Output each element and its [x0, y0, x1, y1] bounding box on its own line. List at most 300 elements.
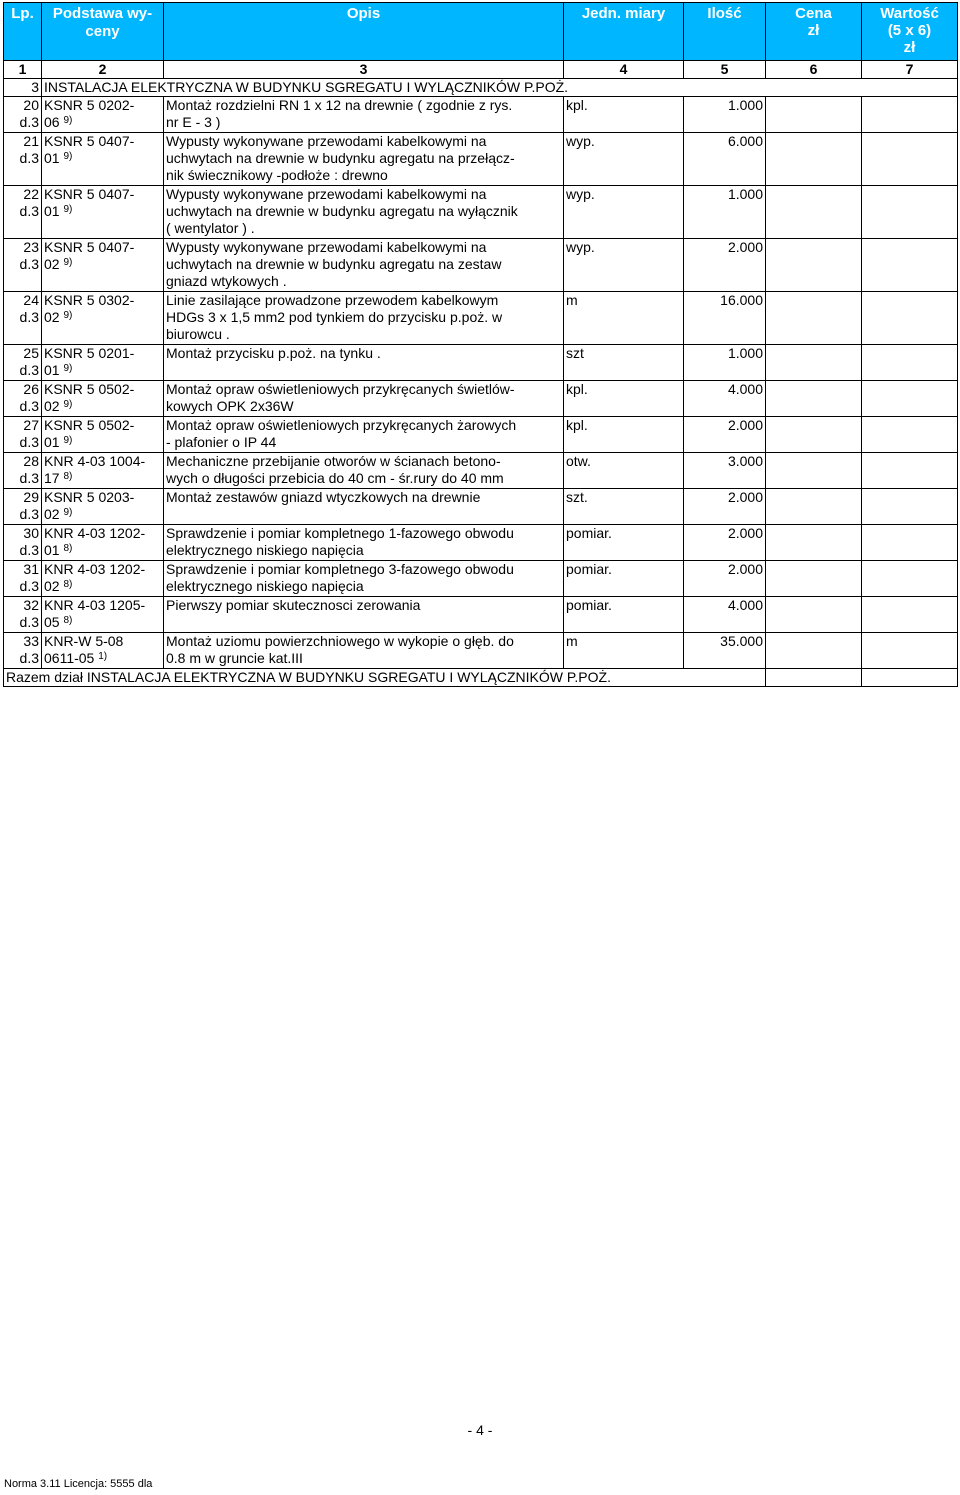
item-basis-cont: [42, 309, 164, 326]
item-price: [766, 273, 862, 290]
item-basis: KNR 4-03 1205-: [42, 597, 164, 615]
item-unit: m: [564, 633, 684, 651]
empty-cell: [564, 398, 684, 415]
item-description-line: Montaż przycisku p.poż. na tynku .: [164, 345, 564, 363]
table-row: [4, 256, 958, 273]
header-wartosc: [862, 3, 958, 61]
item-basis: KSNR 5 0407-: [42, 133, 164, 151]
item-basis-cont: [42, 114, 164, 131]
item-basis: KNR 4-03 1202-: [42, 561, 164, 579]
item-price: [766, 256, 862, 273]
item-quantity: 2.000: [684, 239, 766, 257]
table-row: [4, 239, 958, 257]
item-description-line: Linie zasilające prowadzone przewodem kabelkowym: [164, 292, 564, 310]
item-description-line: elektrycznego niskiego napięcia: [164, 578, 564, 595]
item-price: [766, 597, 862, 615]
table-row: [4, 614, 958, 631]
empty-cell: [684, 256, 766, 273]
item-price: [766, 417, 862, 435]
item-basis-footnote: 9): [63, 399, 73, 410]
item-description-line: nik świecznikowy -podłoże : drewno: [164, 167, 564, 184]
item-value: [862, 326, 958, 343]
item-price: [766, 525, 862, 543]
item-price: [766, 97, 862, 115]
item-unit: szt: [564, 345, 684, 363]
item-basis-footnote: 9): [63, 151, 73, 162]
table-row: [4, 292, 958, 310]
item-basis-footnote: 9): [63, 310, 73, 321]
item-number-suffix: d.3: [4, 203, 42, 220]
item-number: 23: [4, 239, 42, 257]
empty-cell: [164, 362, 564, 379]
item-number: 22: [4, 186, 42, 204]
item-number: 33: [4, 633, 42, 651]
total-price: [766, 669, 862, 687]
item-price: [766, 114, 862, 131]
empty-cell: [164, 614, 564, 631]
item-basis-cont: [42, 256, 164, 273]
item-price: [766, 239, 862, 257]
item-basis-cont: [42, 542, 164, 559]
section-row: [4, 79, 958, 97]
table-row: [4, 489, 958, 507]
item-basis-footnote: 9): [63, 363, 73, 374]
item-basis-footnote: 1): [98, 651, 108, 662]
item-description-line: biurowcu .: [164, 326, 564, 343]
item-description-line: ( wentylator ) .: [164, 220, 564, 237]
item-quantity: 1.000: [684, 345, 766, 363]
total-value: [862, 669, 958, 687]
item-number-suffix: d.3: [4, 362, 42, 379]
item-value: [862, 97, 958, 115]
item-price: [766, 561, 862, 579]
item-basis-cont: [42, 362, 164, 379]
empty-cell: [4, 220, 42, 237]
item-price: [766, 434, 862, 451]
item-number: 27: [4, 417, 42, 435]
empty-cell: [4, 273, 42, 290]
empty-cell: [564, 614, 684, 631]
item-price: [766, 542, 862, 559]
item-description-line: nr E - 3 ): [164, 114, 564, 131]
item-description-line: elektrycznego niskiego napięcia: [164, 542, 564, 559]
page-number: - 4 -: [467, 1422, 493, 1438]
item-price: [766, 220, 862, 237]
table-row: [4, 381, 958, 399]
empty-cell: [42, 326, 164, 343]
item-description-line: Mechaniczne przebijanie otworów w ścianach betono-: [164, 453, 564, 471]
table-row: [4, 133, 958, 151]
empty-cell: [684, 150, 766, 167]
item-quantity: 35.000: [684, 633, 766, 651]
item-description-line: Pierwszy pomiar skutecznosci zerowania: [164, 597, 564, 615]
item-basis-cont: [42, 434, 164, 451]
item-basis: KSNR 5 0203-: [42, 489, 164, 507]
item-value: [862, 417, 958, 435]
item-description-line: uchwytach na drewnie w budynku agregatu na wyłącznik: [164, 203, 564, 220]
table-row: [4, 506, 958, 523]
header-ilosc: Ilość: [684, 3, 766, 61]
item-value: [862, 434, 958, 451]
item-basis-footnote: 9): [63, 204, 73, 215]
item-quantity: 6.000: [684, 133, 766, 151]
item-description-line: Montaż rozdzielni RN 1 x 12 na drewnie ( zgodnie z rys.: [164, 97, 564, 115]
empty-cell: [564, 150, 684, 167]
item-basis-footnote: 9): [63, 435, 73, 446]
item-unit: pomiar.: [564, 525, 684, 543]
empty-cell: [42, 273, 164, 290]
item-basis-code: 02: [44, 506, 60, 522]
empty-cell: [564, 470, 684, 487]
empty-cell: [564, 326, 684, 343]
table-row: [4, 417, 958, 435]
item-description-line: 0.8 m w gruncie kat.III: [164, 650, 564, 667]
item-number-suffix: d.3: [4, 114, 42, 131]
item-price: [766, 650, 862, 667]
item-number-suffix: d.3: [4, 578, 42, 595]
item-value: [862, 506, 958, 523]
item-number-suffix: d.3: [4, 150, 42, 167]
table-row: [4, 525, 958, 543]
table-body: [4, 61, 958, 687]
empty-cell: [564, 220, 684, 237]
empty-cell: [684, 203, 766, 220]
item-value: [862, 167, 958, 184]
item-number-suffix: d.3: [4, 309, 42, 326]
column-number: 6: [766, 61, 862, 79]
item-basis-code: 02: [44, 256, 60, 272]
empty-cell: [684, 309, 766, 326]
item-price: [766, 489, 862, 507]
item-basis-code: 01: [44, 362, 60, 378]
item-quantity: 2.000: [684, 489, 766, 507]
header-opis: Opis: [164, 3, 564, 61]
header-cena-unit: zł: [807, 22, 820, 39]
item-basis: KNR 4-03 1202-: [42, 525, 164, 543]
empty-cell: [684, 614, 766, 631]
item-basis: KSNR 5 0302-: [42, 292, 164, 310]
item-basis-cont: [42, 150, 164, 167]
column-numbers-row: [4, 61, 958, 79]
empty-cell: [4, 167, 42, 184]
item-basis-code: 06: [44, 114, 60, 130]
table-row: [4, 362, 958, 379]
item-number: 30: [4, 525, 42, 543]
item-number: 28: [4, 453, 42, 471]
header-jedn: Jedn. miary: [564, 3, 684, 61]
table-row: [4, 97, 958, 115]
item-description-line: Wypusty wykonywane przewodami kabelkowymi na: [164, 133, 564, 151]
item-value: [862, 114, 958, 131]
item-price: [766, 453, 862, 471]
item-basis-footnote: 8): [63, 615, 73, 626]
item-unit: m: [564, 292, 684, 310]
item-unit: otw.: [564, 453, 684, 471]
item-description-line: - plafonier o IP 44: [164, 434, 564, 451]
item-number-suffix: d.3: [4, 256, 42, 273]
item-basis-cont: [42, 614, 164, 631]
item-value: [862, 150, 958, 167]
item-number: 29: [4, 489, 42, 507]
item-price: [766, 578, 862, 595]
header-wartosc-label: Wartość: [880, 5, 939, 22]
table-row: [4, 186, 958, 204]
item-price: [766, 326, 862, 343]
empty-cell: [564, 273, 684, 290]
total-label: Razem dział INSTALACJA ELEKTRYCZNA W BUDYNKU SGREGATU I WYLĄCZNIKÓW P.POŻ.: [4, 669, 766, 687]
item-description-line: wych o długości przebicia do 40 cm - śr.rury do 40 mm: [164, 470, 564, 487]
item-price: [766, 614, 862, 631]
item-description-line: Sprawdzenie i pomiar kompletnego 3-fazowego obwodu: [164, 561, 564, 579]
item-basis-code: 02: [44, 398, 60, 414]
table-row: [4, 273, 958, 290]
item-basis-code: 02: [44, 309, 60, 325]
item-number: 31: [4, 561, 42, 579]
empty-cell: [684, 650, 766, 667]
item-value: [862, 453, 958, 471]
item-basis-code: 05: [44, 614, 60, 630]
column-number: 1: [4, 61, 42, 79]
column-number: 4: [564, 61, 684, 79]
item-basis-cont: [42, 398, 164, 415]
item-number-suffix: d.3: [4, 434, 42, 451]
column-number: 5: [684, 61, 766, 79]
item-basis: KNR 4-03 1004-: [42, 453, 164, 471]
item-number-suffix: d.3: [4, 506, 42, 523]
item-basis-footnote: 8): [63, 579, 73, 590]
empty-cell: [564, 542, 684, 559]
item-value: [862, 362, 958, 379]
section-title: INSTALACJA ELEKTRYCZNA W BUDYNKU SGREGATU I WYLĄCZNIKÓW P.POŻ.: [42, 79, 958, 97]
item-value: [862, 220, 958, 237]
footer-license-note: Norma 3.11 Licencja: 5555 dla: [4, 1478, 153, 1490]
item-basis: KSNR 5 0202-: [42, 97, 164, 115]
item-quantity: 4.000: [684, 381, 766, 399]
item-price: [766, 203, 862, 220]
item-description-line: gniazd wtykowych .: [164, 273, 564, 290]
item-unit: wyp.: [564, 186, 684, 204]
item-basis-code: 01: [44, 150, 60, 166]
item-quantity: 2.000: [684, 561, 766, 579]
item-description-line: uchwytach na drewnie w budynku agregatu na zestaw: [164, 256, 564, 273]
item-number-suffix: d.3: [4, 650, 42, 667]
item-description-line: Wypusty wykonywane przewodami kabelkowymi na: [164, 239, 564, 257]
empty-cell: [564, 362, 684, 379]
item-price: [766, 345, 862, 363]
item-description-line: Sprawdzenie i pomiar kompletnego 1-fazowego obwodu: [164, 525, 564, 543]
table-row: [4, 561, 958, 579]
item-basis-code: 01: [44, 434, 60, 450]
item-value: [862, 292, 958, 310]
item-price: [766, 633, 862, 651]
empty-cell: [564, 650, 684, 667]
item-number-suffix: d.3: [4, 470, 42, 487]
table-row: [4, 345, 958, 363]
item-basis: KSNR 5 0502-: [42, 417, 164, 435]
empty-cell: [684, 220, 766, 237]
item-quantity: 16.000: [684, 292, 766, 310]
item-value: [862, 489, 958, 507]
item-value: [862, 614, 958, 631]
item-basis-code: 02: [44, 578, 60, 594]
item-price: [766, 381, 862, 399]
table-header: [4, 3, 958, 61]
header-podstawa: Podstawa wy-ceny: [42, 3, 164, 61]
item-basis-footnote: 9): [63, 257, 73, 268]
empty-cell: [564, 203, 684, 220]
item-value: [862, 345, 958, 363]
item-number-suffix: d.3: [4, 614, 42, 631]
item-price: [766, 133, 862, 151]
table-row: [4, 633, 958, 651]
empty-cell: [684, 578, 766, 595]
table-row: [4, 434, 958, 451]
item-value: [862, 239, 958, 257]
empty-cell: [564, 256, 684, 273]
item-description-line: kowych OPK 2x36W: [164, 398, 564, 415]
item-price: [766, 150, 862, 167]
empty-cell: [42, 220, 164, 237]
item-unit: pomiar.: [564, 597, 684, 615]
column-number: 2: [42, 61, 164, 79]
item-basis: KSNR 5 0407-: [42, 239, 164, 257]
item-value: [862, 256, 958, 273]
item-value: [862, 633, 958, 651]
empty-cell: [564, 114, 684, 131]
item-basis: KSNR 5 0502-: [42, 381, 164, 399]
header-cena: [766, 3, 862, 61]
header-cena-label: Cena: [795, 5, 832, 22]
item-number: 32: [4, 597, 42, 615]
item-price: [766, 362, 862, 379]
empty-cell: [684, 542, 766, 559]
item-basis-code: 0611-05: [44, 650, 95, 666]
table-row: [4, 650, 958, 667]
section-number: 3: [4, 79, 42, 97]
item-number-suffix: d.3: [4, 398, 42, 415]
cost-estimate-table: [3, 2, 958, 687]
item-price: [766, 186, 862, 204]
item-value: [862, 309, 958, 326]
empty-cell: [684, 398, 766, 415]
item-quantity: 2.000: [684, 417, 766, 435]
empty-cell: [684, 326, 766, 343]
item-unit: szt.: [564, 489, 684, 507]
table-row: [4, 167, 958, 184]
item-description-line: HDGs 3 x 1,5 mm2 pod tynkiem do przycisku p.poż. w: [164, 309, 564, 326]
item-unit: kpl.: [564, 381, 684, 399]
item-value: [862, 381, 958, 399]
item-basis-cont: [42, 650, 164, 667]
item-description-line: uchwytach na drewnie w budynku agregatu na przełącz-: [164, 150, 564, 167]
item-unit: kpl.: [564, 417, 684, 435]
item-price: [766, 167, 862, 184]
item-basis-cont: [42, 506, 164, 523]
empty-cell: [684, 167, 766, 184]
item-value: [862, 561, 958, 579]
item-description-line: Montaż opraw oświetleniowych przykręcanych żarowych: [164, 417, 564, 435]
item-description-line: Wypusty wykonywane przewodami kabelkowymi na: [164, 186, 564, 204]
item-value: [862, 542, 958, 559]
item-number: 20: [4, 97, 42, 115]
header-lp: Lp.: [4, 3, 42, 61]
item-number: 25: [4, 345, 42, 363]
empty-cell: [564, 578, 684, 595]
table-row: [4, 150, 958, 167]
empty-cell: [564, 309, 684, 326]
table-row: [4, 578, 958, 595]
item-description-line: Montaż uziomu powierzchniowego w wykopie o głęb. do: [164, 633, 564, 651]
empty-cell: [164, 506, 564, 523]
item-value: [862, 186, 958, 204]
empty-cell: [564, 506, 684, 523]
table-row: [4, 542, 958, 559]
table-row: [4, 326, 958, 343]
item-quantity: 4.000: [684, 597, 766, 615]
item-unit: wyp.: [564, 239, 684, 257]
item-basis-cont: [42, 470, 164, 487]
item-basis: KNR-W 5-08: [42, 633, 164, 651]
item-unit: pomiar.: [564, 561, 684, 579]
empty-cell: [564, 167, 684, 184]
column-number: 3: [164, 61, 564, 79]
item-value: [862, 273, 958, 290]
empty-cell: [4, 326, 42, 343]
item-basis-footnote: 8): [63, 543, 73, 554]
empty-cell: [684, 362, 766, 379]
item-value: [862, 650, 958, 667]
table-row: [4, 453, 958, 471]
item-basis: KSNR 5 0201-: [42, 345, 164, 363]
empty-cell: [684, 470, 766, 487]
item-number: 21: [4, 133, 42, 151]
item-quantity: 2.000: [684, 525, 766, 543]
item-price: [766, 506, 862, 523]
column-number: 7: [862, 61, 958, 79]
table-row: [4, 114, 958, 131]
item-number: 26: [4, 381, 42, 399]
total-row: [4, 669, 958, 687]
item-number: 24: [4, 292, 42, 310]
item-unit: wyp.: [564, 133, 684, 151]
header-wartosc-unit: zł: [903, 39, 916, 56]
empty-cell: [684, 506, 766, 523]
table-row: [4, 203, 958, 220]
item-price: [766, 309, 862, 326]
item-value: [862, 203, 958, 220]
item-number-suffix: d.3: [4, 542, 42, 559]
item-price: [766, 398, 862, 415]
table-row: [4, 309, 958, 326]
table-row: [4, 398, 958, 415]
item-basis-footnote: 8): [63, 471, 73, 482]
item-basis-footnote: 9): [63, 115, 73, 126]
table-row: [4, 470, 958, 487]
empty-cell: [564, 434, 684, 451]
header-wartosc-formula: (5 x 6): [887, 22, 932, 39]
item-value: [862, 398, 958, 415]
item-basis-code: 01: [44, 542, 60, 558]
item-description-line: Montaż opraw oświetleniowych przykręcanych świetlów-: [164, 381, 564, 399]
item-quantity: 1.000: [684, 186, 766, 204]
item-description-line: Montaż zestawów gniazd wtyczkowych na drewnie: [164, 489, 564, 507]
item-basis-cont: [42, 578, 164, 595]
item-value: [862, 525, 958, 543]
table-row: [4, 597, 958, 615]
item-value: [862, 470, 958, 487]
item-basis-footnote: 9): [63, 507, 73, 518]
empty-cell: [684, 434, 766, 451]
